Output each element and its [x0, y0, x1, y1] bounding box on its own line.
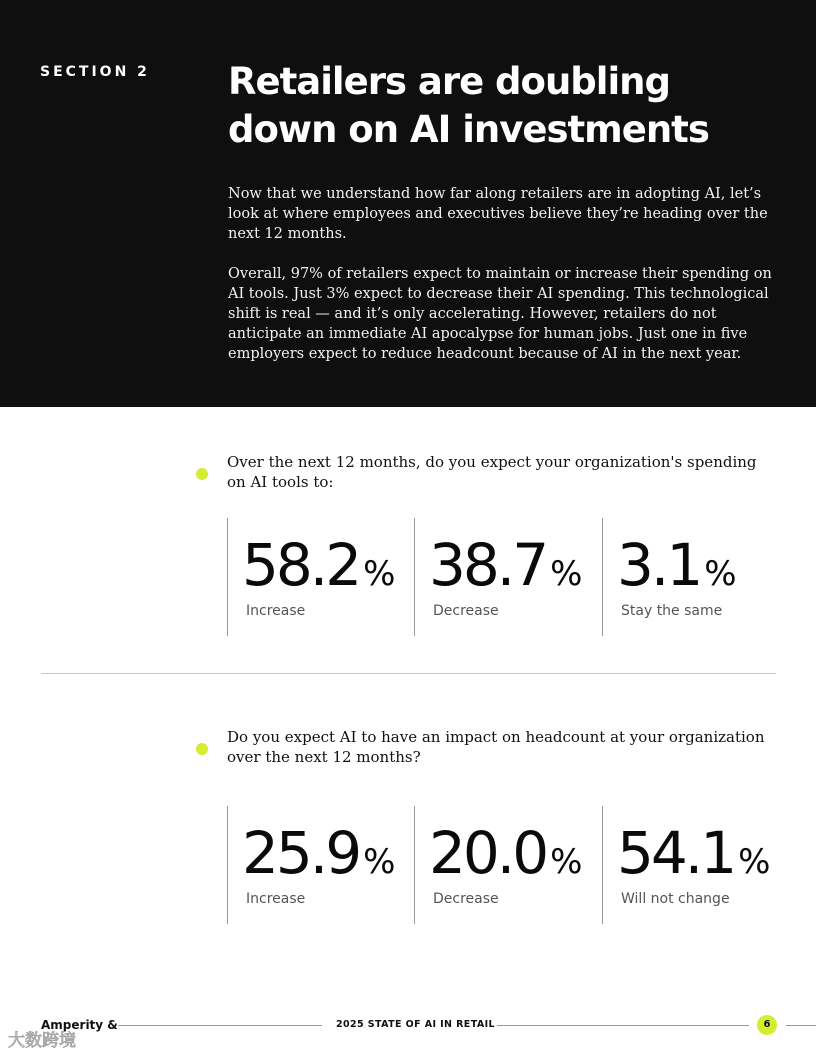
stat-increase	[227, 518, 415, 636]
footer-rule	[118, 1025, 322, 1026]
stat-value: 25.9 %	[242, 819, 396, 887]
stat-value: 54.1 %	[617, 819, 771, 887]
report-title: 2025 STATE OF AI IN RETAIL	[336, 1019, 495, 1030]
intro-paragraph-2: Overall, 97% of retailers expect to maintain or increase their spending on AI tools. Just 3% expect to decrease their AI spending. This technological shift is real — and it’s only accelerating. However, retailers do not anticipate an immediate AI apocalypse for human jobs. Just one in five employers expect to reduce headcount because of AI in the next year.	[228, 266, 772, 362]
stat-decrease	[414, 518, 603, 636]
page-number: 6	[757, 1015, 777, 1035]
stat-stay-same	[602, 518, 788, 636]
intro-paragraph-1: Now that we understand how far along retailers are in adopting AI, let’s look at where employees and executives believe they’re heading over the next 12 months.	[228, 186, 768, 242]
bullet-dot-icon	[196, 468, 208, 480]
stat-label: Decrease	[433, 891, 499, 907]
brand-logo: Amperity &	[41, 1018, 118, 1032]
title-line-2: down on AI investments	[228, 108, 709, 151]
section-label: SECTION 2	[40, 64, 150, 80]
bullet-dot-icon	[196, 743, 208, 755]
stat-label: Decrease	[433, 603, 499, 619]
stat-value: 58.2 %	[242, 531, 396, 599]
stats-row	[227, 518, 787, 636]
stat-label: Stay the same	[621, 603, 723, 619]
watermark: 大数跨境	[8, 1031, 76, 1051]
question-text: Over the next 12 months, do you expect your organization's spending on AI tools to:	[227, 453, 757, 491]
section-divider	[41, 673, 776, 674]
stat-increase	[227, 806, 415, 924]
stat-label: Will not change	[621, 891, 730, 907]
stats-row	[227, 806, 787, 924]
stat-value: 3.1 %	[617, 531, 737, 599]
page-footer	[0, 1010, 816, 1042]
stat-value: 20.0 %	[429, 819, 583, 887]
footer-rule	[497, 1025, 749, 1026]
stat-no-change	[602, 806, 788, 924]
question-text: Do you expect AI to have an impact on headcount at your organization over the next 12 months?	[227, 728, 765, 766]
stat-label: Increase	[246, 891, 306, 907]
footer-rule	[786, 1025, 816, 1026]
stat-decrease	[414, 806, 603, 924]
title-line-1: Retailers are doubling	[228, 60, 670, 103]
stat-value: 38.7 %	[429, 531, 583, 599]
hero-section	[0, 0, 816, 407]
page-title	[228, 58, 788, 154]
stat-label: Increase	[246, 603, 306, 619]
